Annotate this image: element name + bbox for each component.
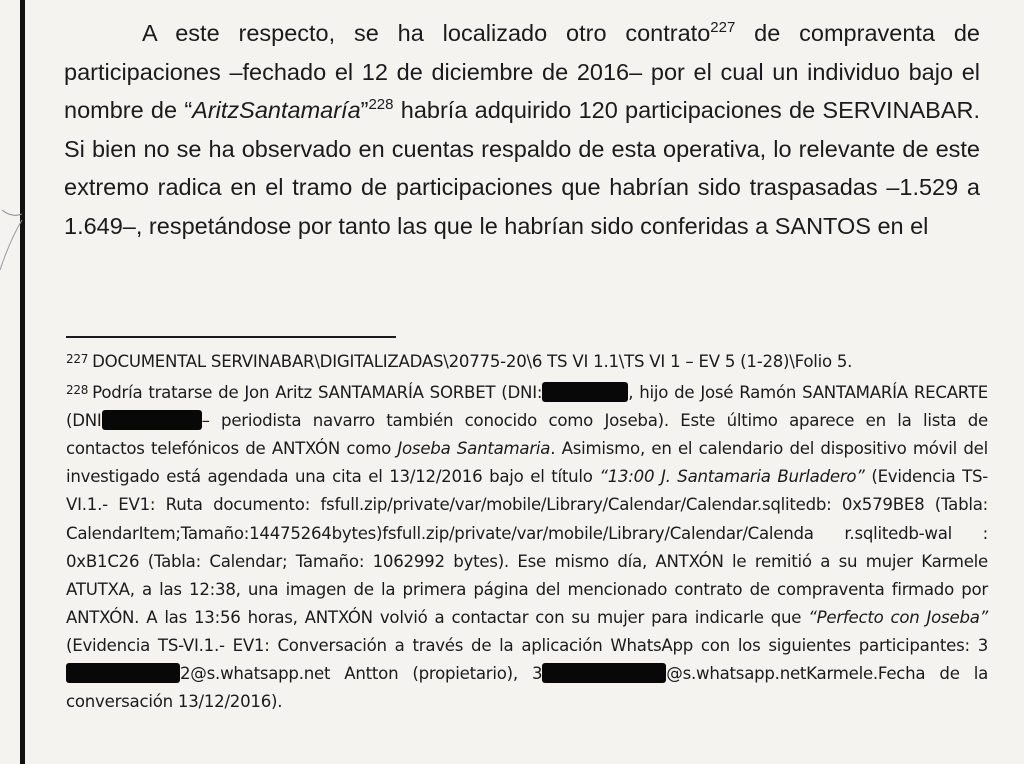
redaction-box: [102, 410, 202, 430]
footnote-text: DOCUMENTAL SERVINABAR\DIGITALIZADAS\20775-20\6 TS VI 1.1\TS VI 1 – EV 5 (1-28)\Folio 5.: [92, 352, 853, 371]
footnote-text: (Evidencia TS-VI.1.- EV1: Ruta documento: fsfull.zip/private/var/mobile/Library/Calendar/Calendar.sqlitedb: 0x579BE8 (Tabla: CalendarItem;Tamaño:14475264bytes)fsfull.zip/private/var/mobile/Library/Calendar/Calenda r.sqlitedb-wal : 0xB1C26 (Tabla: Calendar; Tamaño: 1062992 bytes). Ese mismo día, ANTXÓN le remitió a su mujer Karmele ATUTXA, a las 12:38, una imagen de la primera página del mencionado contrato de compraventa firmado por ANTXÓN. A las 13:56 horas, ANTXÓN volvió a contactar con su mujer para indicarle que: [66, 467, 988, 627]
footnote-italic: Joseba Santamaria: [397, 439, 551, 459]
footnote-228: [66, 376, 988, 716]
redaction-box: [66, 663, 180, 683]
italic-name: AritzSantamaría: [192, 97, 361, 124]
footnote-text: @s.whatsapp.netKarmele.Fecha de la conversación 13/12/2016).: [66, 664, 988, 712]
footnote-text: , hijo de José Ramón SANTAMARÍA RECARTE (DNI: [66, 383, 988, 431]
footnote-number: 228: [66, 383, 89, 398]
footnote-text: – periodista navarro también conocido como Joseba). Este último aparece en la lista de contactos telefónicos de ANTXÓN como: [66, 411, 988, 459]
redaction-box: [542, 382, 628, 402]
footnote-number: 227: [66, 352, 89, 366]
footnote-227: [66, 345, 988, 376]
footnote-italic: “13:00 J. Santamaria Burladero”: [599, 467, 865, 487]
text-segment: de compraventa de participaciones –fechado el 12 de diciembre de 2016– por el cual un individuo bajo el nombre de “: [64, 20, 980, 124]
footnote-separator: [66, 336, 396, 338]
footnote-italic: “Perfecto con Joseba”: [808, 607, 988, 627]
footnote-ref-228: 228: [368, 96, 394, 114]
fold-mark: [0, 190, 24, 280]
body-paragraph: [64, 14, 980, 246]
text-segment: habría adquirido 120 participaciones de SERVINABAR. Si bien no se ha observado en cuentas respaldo de esta operativa, lo relevante de este extremo radica en el tramo de participaciones que habrían sido traspasadas –1.529 a 1.649–, respetándose por tanto las que le habrían sido conferidas a SANTOS en el: [64, 97, 981, 239]
redaction-box: [542, 663, 666, 683]
text-segment: A este respecto, se ha localizado otro contrato: [142, 20, 711, 46]
footnote-ref-227: 227: [710, 19, 736, 36]
footnote-text: (Evidencia TS-VI.1.- EV1: Conversación a través de la aplicación WhatsApp con los siguientes participantes: 3: [66, 635, 988, 655]
text-segment: ”: [360, 97, 369, 124]
footnote-text: . Asimismo, en el calendario del dispositivo móvil del investigado está agendada una cita el 13/12/2016 bajo el título: [66, 439, 988, 487]
footnote-text: 2@s.whatsapp.net Antton (propietario), 3: [180, 664, 543, 684]
footnote-text: Podría tratarse de Jon Aritz SANTAMARÍA SORBET (DNI:: [92, 383, 543, 403]
footnotes: [66, 345, 988, 716]
page-left-edge: [20, 0, 25, 764]
